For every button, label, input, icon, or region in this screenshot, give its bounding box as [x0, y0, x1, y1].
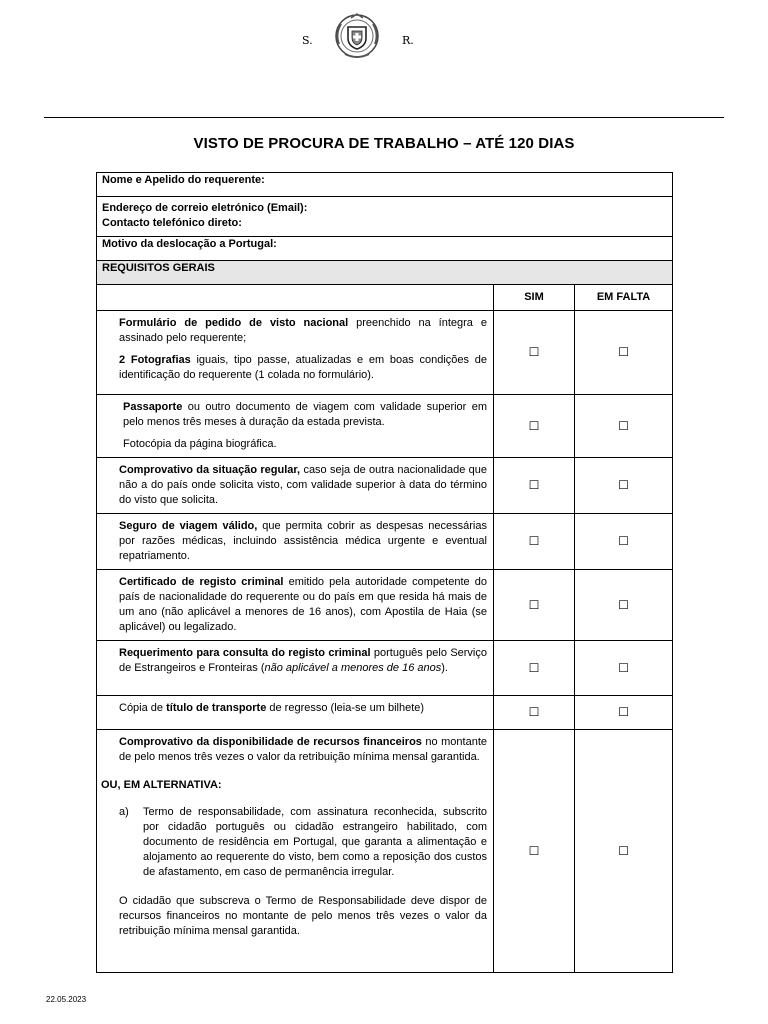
requirements-form	[96, 172, 673, 973]
checkbox-em-falta[interactable]: ☐	[575, 311, 673, 395]
checkbox-em-falta[interactable]: ☐	[575, 458, 673, 514]
requirement-row	[97, 395, 673, 458]
column-sim: SIM	[494, 285, 575, 311]
checkbox-em-falta[interactable]: ☐	[575, 730, 673, 973]
checkbox-em-falta[interactable]: ☐	[575, 696, 673, 730]
footer-date: 22.05.2023	[46, 995, 87, 1004]
requirement-row	[97, 641, 673, 696]
responsibility-note: O cidadão que subscreva o Termo de Responsabilidade deve dispor de recursos financeiros no montante de pelo menos três vezes o valor da retribuição mínima mensal garantida.	[119, 895, 487, 937]
page-title: VISTO DE PROCURA DE TRABALHO – ATÉ 120 DIAS	[193, 135, 575, 152]
requirement-row	[97, 730, 673, 973]
name-field-label: Nome e Apelido do requerente:	[97, 173, 673, 197]
email-field-label: Endereço de correio eletrónico (Email):	[102, 202, 308, 214]
section-header-row	[97, 261, 673, 285]
checkbox-em-falta[interactable]: ☐	[575, 570, 673, 641]
requirement-row	[97, 458, 673, 514]
requirement-travel-insurance: Seguro de viagem válido, que permita cobrir as despesas necessárias por razões médicas, incluindo assistência médica urgente e eventual repatriamento.	[97, 514, 494, 570]
requirement-form-photos: Formulário de pedido de visto nacional preenchido na íntegra e assinado pelo requerente; 2 Fotografias iguais, tipo passe, atualizadas e em boas condições de identificação do requerente (1 colada no formulário).	[97, 311, 494, 395]
checkbox-em-falta[interactable]: ☐	[575, 641, 673, 696]
requirement-row	[97, 570, 673, 641]
column-header-row	[97, 285, 673, 311]
phone-field-label: Contacto telefónico direto:	[102, 217, 242, 229]
header-initial-s: S.	[302, 34, 313, 47]
coat-of-arms-icon	[331, 10, 383, 62]
checkbox-em-falta[interactable]: ☐	[575, 395, 673, 458]
checkbox-sim[interactable]: ☐	[494, 696, 575, 730]
checkbox-sim[interactable]: ☐	[494, 570, 575, 641]
checkbox-sim[interactable]: ☐	[494, 311, 575, 395]
requirement-criminal-record: Certificado de registo criminal emitido pela autoridade competente do país de nacionalidade do requerente ou do país em que resida há mais de um ano (não aplicável a menores de 16 anos), com Apostila de Haia (se aplicável) ou legalizado.	[97, 570, 494, 641]
checkbox-sim[interactable]: ☐	[494, 730, 575, 973]
requirement-passport: Passaporte ou outro documento de viagem com validade superior em pelo menos três meses à duração da estada prevista. Fotocópia da página biográfica.	[97, 395, 494, 458]
requirement-legal-status: Comprovativo da situação regular, caso seja de outra nacionalidade que não a do país onde solicita visto, com validade superior à data do término do visto que solicita.	[97, 458, 494, 514]
requirement-row	[97, 696, 673, 730]
alternative-item: a) Termo de responsabilidade, com assinatura reconhecida, subscrito por cidadão português ou cidadão estrangeiro habilitado, com documento de residência em Portugal, que garanta a alimentação e alojamento ao requerente do visto, bem como a reposição dos custos de afastamento, em caso de permanência irregular.	[119, 806, 487, 878]
section-title: REQUISITOS GERAIS	[97, 261, 673, 285]
alternative-heading: OU, EM ALTERNATIVA:	[101, 779, 222, 791]
name-field-row[interactable]	[97, 173, 673, 197]
column-em-falta: EM FALTA	[575, 285, 673, 311]
checkbox-sim[interactable]: ☐	[494, 395, 575, 458]
reason-field-label: Motivo da deslocação a Portugal:	[97, 237, 673, 261]
header-initial-r: R.	[402, 34, 414, 47]
requirement-row	[97, 514, 673, 570]
checkbox-sim[interactable]: ☐	[494, 641, 575, 696]
checkbox-sim[interactable]: ☐	[494, 458, 575, 514]
requirement-sef-consultation: Requerimento para consulta do registo criminal português pelo Serviço de Estrangeiros e Fronteiras (não aplicável a menores de 16 anos).	[97, 641, 494, 696]
checkbox-sim[interactable]: ☐	[494, 514, 575, 570]
reason-field-row[interactable]	[97, 237, 673, 261]
contact-field-row[interactable]	[97, 197, 673, 237]
header-divider	[44, 117, 724, 118]
checkbox-em-falta[interactable]: ☐	[575, 514, 673, 570]
requirement-return-ticket: Cópia de título de transporte de regresso (leia-se um bilhete)	[97, 696, 494, 730]
requirement-financial-means: Comprovativo da disponibilidade de recursos financeiros no montante de pelo menos três vezes o valor da retribuição mínima mensal garantida. OU, EM ALTERNATIVA: a) Termo de responsabilidade, com assinatura reconhecida, subscrito por cidadão português ou cidadão estrangeiro habilitado, com documento de residência em Portugal, que garanta a alimentação e alojamento ao requerente do visto, bem como a reposição dos custos de afastamento, em caso de permanência irregular. O cidadão que subscreva o Termo de Responsabilidade deve dispor de recursos financeiros no montante de pelo menos três vezes o valor da retribuição mínima mensal garantida.	[97, 730, 494, 973]
requirement-row	[97, 311, 673, 395]
page-header	[0, 0, 768, 118]
